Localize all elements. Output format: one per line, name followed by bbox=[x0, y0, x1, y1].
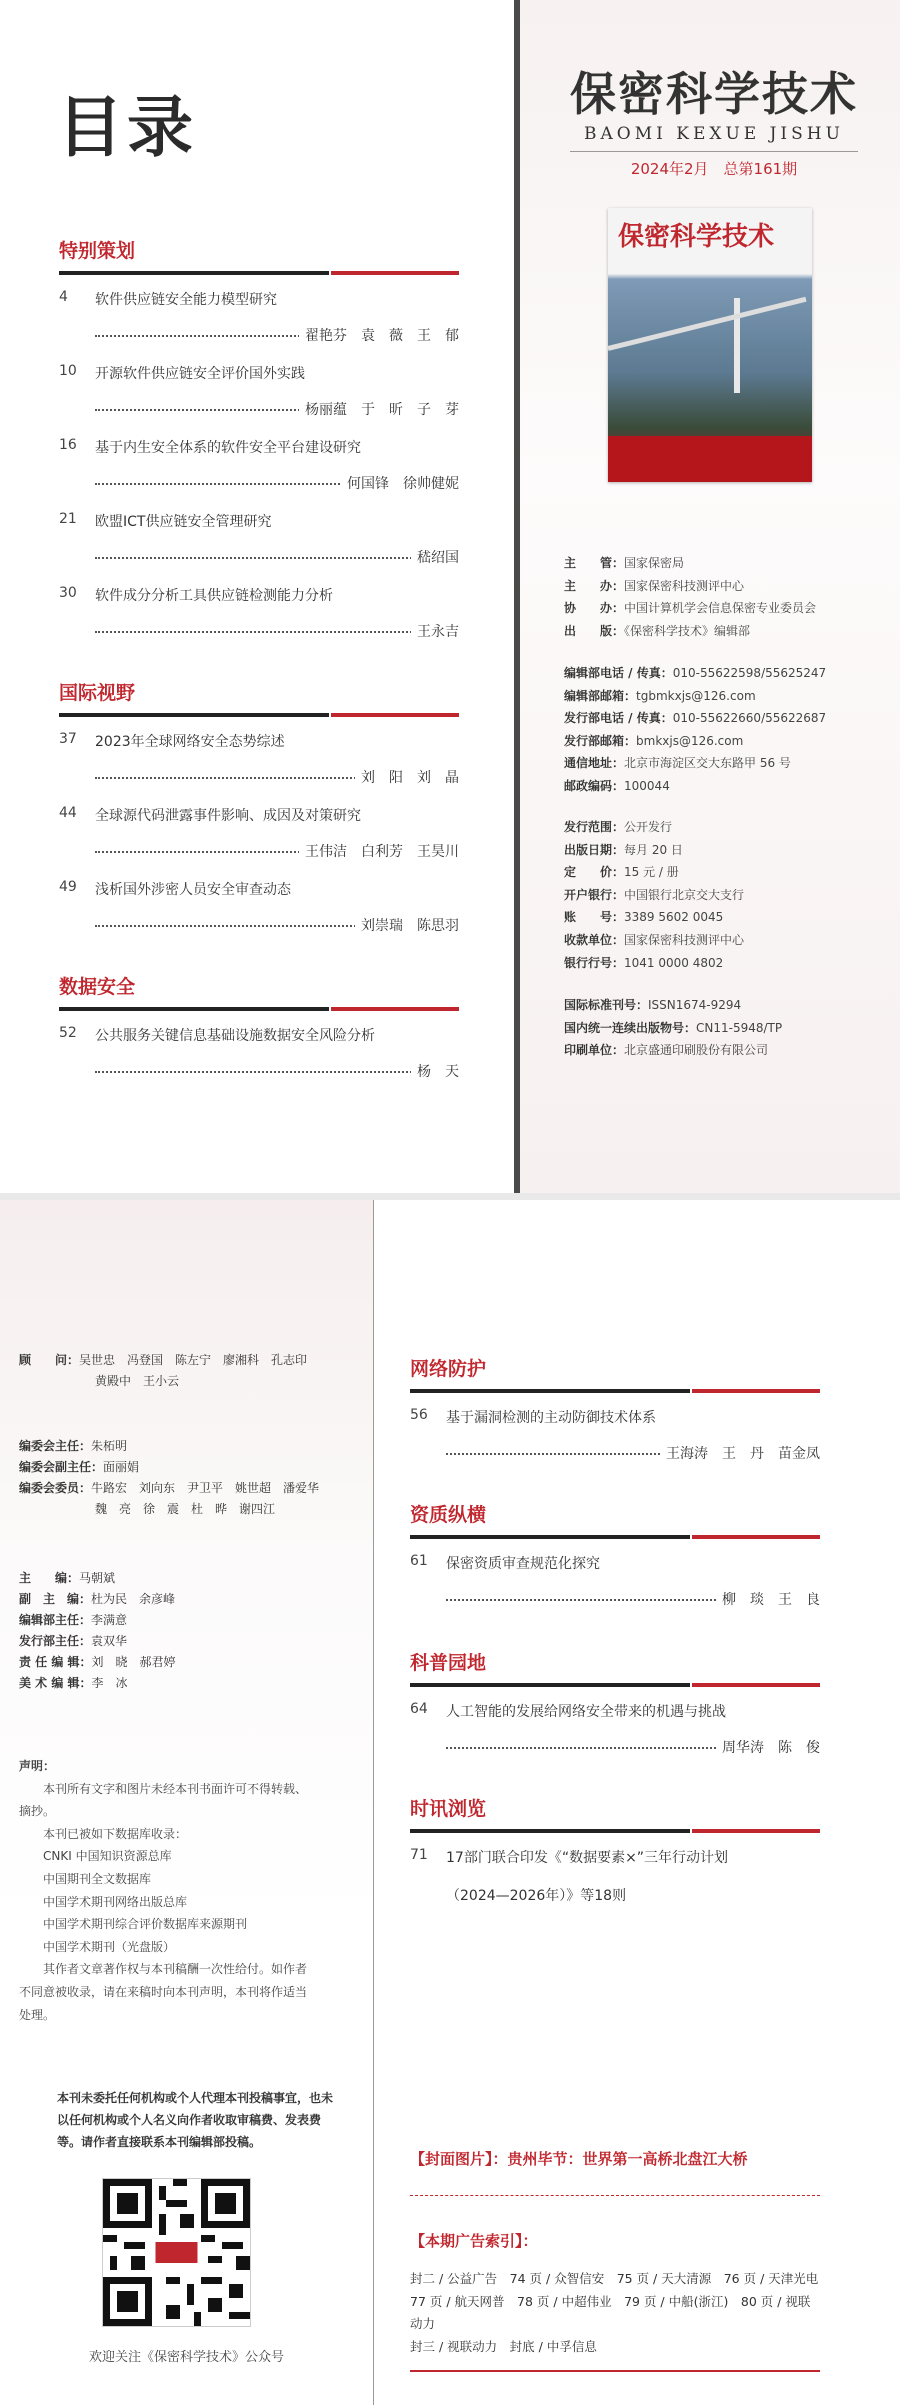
toc-entry[interactable] bbox=[59, 289, 459, 363]
ad-index-list: 封二 / 公益广告 74 页 / 众智信安 75 页 / 天大清源 76 页 / 天津光电 77 页 / 航天网普 78 页 / 中超伟业 79 页 / 中船(浙江) 80 页 / 视联动力 封三 / 视联动力 封底 / 中孚信息 bbox=[410, 2271, 819, 2354]
info-group-contact bbox=[564, 662, 826, 798]
cover-image-caption: 【封面图片】：贵州毕节：世界第一高桥北盘江大桥 bbox=[410, 2150, 748, 2168]
article-authors: 柳 琰 王 良 bbox=[716, 1589, 820, 1609]
cover-red-band bbox=[608, 436, 812, 482]
article-title-continued: （2024—2026年）》等18则 bbox=[446, 1888, 627, 1904]
info-row: 银行行号：1041 0000 4802 bbox=[564, 955, 724, 970]
info-row: 通信地址：北京市海淀区交大东路甲 56 号 bbox=[564, 756, 791, 771]
toc-entry[interactable] bbox=[410, 1701, 820, 1775]
section-network-defense bbox=[410, 1354, 820, 1481]
bridge-deck bbox=[608, 297, 807, 351]
toc-entry[interactable] bbox=[59, 585, 459, 659]
article-title: 全球源代码泄露事件影响、成因及对策研究 bbox=[95, 808, 361, 824]
info-group-publisher bbox=[564, 552, 816, 642]
article-authors: 刘 阳 刘 晶 bbox=[355, 767, 459, 787]
toc-entry[interactable] bbox=[59, 805, 459, 879]
email-link: tgbmkxjs@126.com bbox=[636, 688, 756, 703]
page-number: 44 bbox=[59, 805, 77, 821]
page-number: 37 bbox=[59, 731, 77, 747]
toc-page-left bbox=[0, 0, 514, 1193]
qr-code[interactable] bbox=[102, 2178, 251, 2327]
article-title: 软件成分分析工具供应链检测能力分析 bbox=[95, 588, 333, 604]
article-authors: 王永吉 bbox=[411, 621, 459, 641]
page-number: 16 bbox=[59, 437, 77, 453]
info-row: 定 价：15 元 / 册 bbox=[564, 865, 679, 880]
leader-dots bbox=[95, 631, 459, 633]
article-title: 公共服务关键信息基础设施数据安全风险分析 bbox=[95, 1028, 375, 1044]
article-title: 人工智能的发展给网络安全带来的机遇与挑战 bbox=[446, 1704, 726, 1720]
section-qualification bbox=[410, 1500, 820, 1627]
article-title: 保密资质审查规范化探究 bbox=[446, 1556, 600, 1572]
section-rule bbox=[59, 271, 459, 275]
page-number: 61 bbox=[410, 1553, 428, 1569]
issue-label: 2024年2月 总第161期 bbox=[630, 160, 798, 178]
article-title: 开源软件供应链安全评价国外实践 bbox=[95, 366, 305, 382]
advisors: 顾 问：吴世忠 冯登国 陈左宁 廖湘科 孔志印 黄殿中 王小云 bbox=[19, 1353, 308, 1388]
toc-entry[interactable] bbox=[59, 1025, 459, 1099]
section-rule bbox=[59, 1007, 459, 1011]
magazine-pinyin: BAOMI KEXUE JISHU bbox=[584, 124, 844, 144]
section-popular-science bbox=[410, 1648, 820, 1775]
section-heading: 资质纵横 bbox=[410, 1504, 487, 1526]
info-row[interactable]: 发行部邮箱：bmkxjs@126.com bbox=[564, 733, 744, 748]
section-rule bbox=[59, 713, 459, 717]
info-row: 国际标准刊号：ISSN1674-9294 bbox=[564, 998, 742, 1012]
magazine-title: 保密科学技术 bbox=[570, 67, 858, 121]
info-row: 国内统一连续出版物号：CN11-5948/TP bbox=[564, 1020, 783, 1035]
info-row: 邮政编码：100044 bbox=[564, 778, 670, 793]
section-special bbox=[59, 236, 459, 659]
info-row: 出 版：《保密科学技术》编辑部 bbox=[564, 623, 751, 638]
editorial-board-page bbox=[0, 1200, 373, 2405]
page-number: 52 bbox=[59, 1025, 77, 1041]
info-row: 协 办：中国计算机学会信息保密专业委员会 bbox=[564, 601, 817, 616]
qr-caption: 欢迎关注《保密科学技术》公众号 bbox=[88, 2350, 284, 2365]
article-title: 欧盟ICT供应链安全管理研究 bbox=[95, 514, 272, 530]
info-group-registration bbox=[564, 994, 782, 1062]
article-authors: 翟艳芬 袁 薇 王 郁 bbox=[299, 325, 459, 345]
page-number: 21 bbox=[59, 511, 77, 527]
page-number: 71 bbox=[410, 1847, 428, 1863]
article-authors: 王海涛 王 丹 苗金凤 bbox=[660, 1443, 820, 1463]
page-number: 30 bbox=[59, 585, 77, 601]
declaration: 声明： 本刊所有文字和图片未经本刊书面许可不得转载、 摘抄。 本刊已被如下数据库收录： CNKI 中国知识资源总库 中国期刊全文数据库 中国学术期刊网络出版总库 中国学术期刊综合评价数据库来源期刊 中国学术期刊（光盘版） 其作者文章著作权与本刊稿酬一次性给付。如作者 不同意被收录，请在来稿时向本刊声明，本刊将作适当 处理。 bbox=[19, 1759, 308, 2022]
toc-entry[interactable] bbox=[59, 511, 459, 585]
cover-thumbnail bbox=[608, 208, 812, 482]
info-row: 主 管：国家保密局 bbox=[564, 556, 685, 570]
article-title: 软件供应链安全能力模型研究 bbox=[95, 292, 277, 308]
info-group-distribution bbox=[564, 816, 744, 974]
info-row: 出版日期：每月 20 日 bbox=[564, 842, 683, 857]
article-title: 基于漏洞检测的主动防御技术体系 bbox=[446, 1410, 656, 1426]
info-row: 发行范围：公开发行 bbox=[564, 820, 673, 834]
cover-title: 保密科学技术 bbox=[618, 222, 775, 252]
article-authors: 杨丽蕴 于 昕 子 芽 bbox=[299, 399, 459, 419]
info-row[interactable]: 编辑部邮箱：tgbmkxjs@126.com bbox=[564, 688, 756, 703]
article-title: 2023年全球网络安全态势综述 bbox=[95, 734, 285, 750]
title-rule bbox=[570, 151, 858, 152]
section-heading: 数据安全 bbox=[59, 976, 136, 998]
toc-entry[interactable] bbox=[59, 437, 459, 511]
article-title: 浅析国外涉密人员安全审查动态 bbox=[95, 882, 291, 898]
article-authors: 杨 天 bbox=[411, 1061, 459, 1081]
toc-entry[interactable] bbox=[410, 1553, 820, 1627]
section-data-security bbox=[59, 972, 459, 1099]
page-number: 56 bbox=[410, 1407, 428, 1423]
toc-title: 目录 bbox=[57, 88, 197, 166]
ad-index-heading: 【本期广告索引】： bbox=[410, 2232, 538, 2250]
article-authors: 王伟洁 白利芳 王昊川 bbox=[299, 841, 459, 861]
info-row: 主 办：国家保密科技测评中心 bbox=[564, 578, 745, 593]
section-rule bbox=[410, 1389, 820, 1393]
leader-dots bbox=[95, 557, 459, 559]
editors: 主 编：马朝斌 副 主 编：杜为民 余彦峰 编辑部主任：李满意 发行部主任：袁双华 责 任 编 辑：刘 晓 郝君婷 美 术 编 辑：李 冰 bbox=[19, 1571, 176, 1690]
section-heading: 时讯浏览 bbox=[410, 1798, 487, 1820]
page-number: 64 bbox=[410, 1701, 428, 1717]
page-number: 4 bbox=[59, 289, 68, 305]
toc-entry[interactable] bbox=[59, 879, 459, 953]
article-authors: 周华涛 陈 俊 bbox=[716, 1737, 820, 1757]
section-international bbox=[59, 678, 459, 953]
info-row: 账 号：3389 5602 0045 bbox=[564, 910, 724, 925]
article-title: 基于内生安全体系的软件安全平台建设研究 bbox=[95, 440, 361, 456]
section-heading: 特别策划 bbox=[59, 240, 136, 262]
section-rule bbox=[410, 1829, 820, 1833]
info-row: 开户银行：中国银行北京交大支行 bbox=[564, 887, 745, 902]
bottom-rule bbox=[410, 2370, 820, 2372]
toc-page-right bbox=[374, 1200, 900, 2405]
article-authors: 何国锋 徐帅健妮 bbox=[341, 473, 459, 493]
leader-dots bbox=[95, 1071, 459, 1073]
toc-entry[interactable] bbox=[59, 731, 459, 805]
editorial-board: 编委会主任：朱柘明 编委会副主任：面丽娟 编委会委员：牛路宏 刘向东 尹卫平 姚世超 潘爱华 魏 亮 徐 震 杜 晔 谢四江 bbox=[19, 1439, 320, 1516]
page-number: 10 bbox=[59, 363, 77, 379]
article-authors: 刘崇瑞 陈思羽 bbox=[355, 915, 459, 935]
section-heading: 科普园地 bbox=[410, 1652, 487, 1674]
qr-code-icon bbox=[103, 2179, 250, 2326]
section-heading: 网络防护 bbox=[410, 1358, 487, 1380]
section-news bbox=[410, 1794, 820, 1927]
toc-entry[interactable] bbox=[59, 363, 459, 437]
section-rule bbox=[410, 1683, 820, 1687]
toc-entry[interactable] bbox=[410, 1407, 820, 1481]
submission-notice: 本刊未委托任何机构或个人代理本刊投稿事宜，也未以任何机构或个人名义向作者收取审稿费、发表费等。请作者直接联系本刊编辑部投稿。 bbox=[57, 2091, 334, 2149]
info-row: 发行部电话 / 传真：010-55622660/55622687 bbox=[564, 711, 827, 726]
info-row: 印刷单位：北京盛通印刷股份有限公司 bbox=[564, 1043, 769, 1058]
section-rule bbox=[410, 1535, 820, 1539]
dashed-divider bbox=[410, 2195, 820, 2196]
info-row: 收款单位：国家保密科技测评中心 bbox=[564, 932, 745, 947]
info-row: 编辑部电话 / 传真：010-55622598/55625247 bbox=[564, 666, 827, 680]
toc-entry[interactable] bbox=[410, 1847, 820, 1927]
section-heading: 国际视野 bbox=[59, 682, 136, 704]
article-authors: 嵇绍国 bbox=[411, 547, 459, 567]
page-number: 49 bbox=[59, 879, 77, 895]
email-link: bmkxjs@126.com bbox=[636, 733, 744, 748]
article-title: 17部门联合印发《“数据要素×”三年行动计划 bbox=[446, 1850, 729, 1866]
masthead-page bbox=[520, 0, 900, 1193]
